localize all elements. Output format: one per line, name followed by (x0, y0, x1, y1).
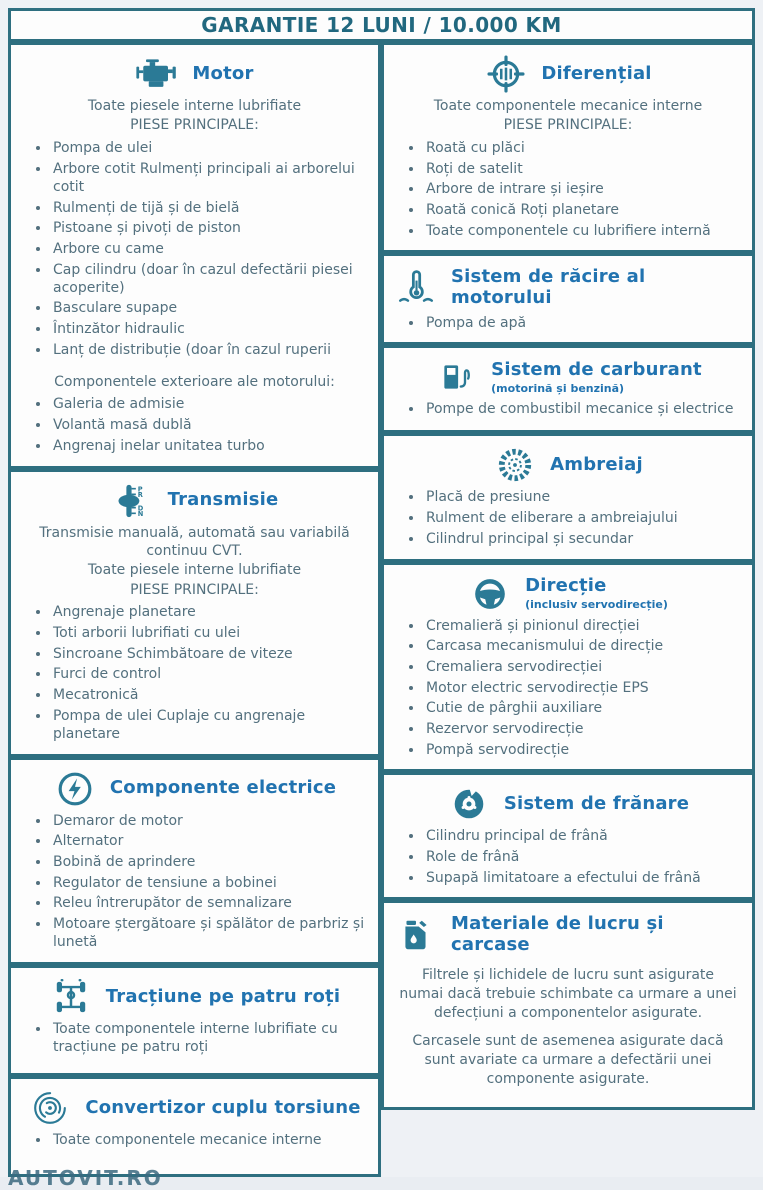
lightning-icon (53, 771, 97, 807)
bullet-item: • Arbore de intrare și ieșire (424, 180, 742, 198)
section-title: Componente electrice (109, 777, 337, 799)
section-titles (525, 576, 668, 611)
section-header (394, 914, 742, 955)
bullet-item: • Pompă servodirecție (424, 741, 742, 759)
drivetrain-icon (49, 979, 93, 1015)
section-header (394, 56, 742, 92)
bullet-item: • Toate componentele interne lubrifiate cu tracțiune pe patru roți (51, 1020, 368, 1056)
bullet-item: • Lanț de distribuție (doar în cazul ruperii (51, 341, 368, 359)
section-franare (381, 772, 755, 900)
section-titles (192, 64, 253, 85)
section-titles (550, 455, 643, 476)
bullet-item: • Rulment de eliberare a ambreiajului (424, 509, 742, 527)
text-line: Filtrele și lichidele de lucru sunt asigurate numai dacă trebuie schimbate ca urmare a unei defecțiuni a componentelor asigurate. (399, 966, 737, 1021)
bullet-item: • Roți de satelit (424, 160, 742, 178)
bullet-item: • Cremalieră și pinionul direcției (424, 617, 742, 635)
section-header (21, 1090, 368, 1126)
bullet-list (21, 395, 368, 455)
section-header (21, 483, 368, 519)
bullet-list (394, 827, 742, 887)
gear-shifter-icon (111, 483, 155, 519)
bullet-item: • Toti arborii lubrifiati cu ulei (51, 624, 368, 642)
bullet-list (394, 400, 742, 418)
section-racire (381, 253, 755, 345)
section-titles (541, 64, 651, 85)
brake-disc-icon (447, 786, 491, 822)
section-motor (8, 42, 381, 469)
section-title: Diferențial (541, 62, 652, 84)
bullet-item: • Pompa de ulei (51, 139, 368, 157)
left-column (8, 42, 381, 1177)
section-title: Tracțiune pe patru roți (105, 985, 341, 1007)
bullet-item: • Regulator de tensiune a bobinei (51, 874, 368, 892)
section-header (394, 786, 742, 822)
bullet-item: • Cap cilindru (doar în cazul defectării piesei acoperite) (51, 261, 368, 297)
bullet-item: • Cutie de pârghii auxiliare (424, 699, 742, 717)
bullet-item: • Pompa de apă (424, 314, 742, 332)
section-titles (85, 1098, 360, 1119)
text-line: PIESE PRINCIPALE: (503, 117, 633, 134)
svg-text:P: P (137, 485, 143, 494)
bullet-list (394, 139, 742, 240)
bullet-item: • Carcasa mecanismului de direcție (424, 637, 742, 655)
bullet-item: • Cremaliera servodirecției (424, 658, 742, 676)
bullet-list (21, 1020, 368, 1056)
section-titles (451, 914, 742, 955)
text-line: Carcasele sunt de asemenea asigurate dacă sunt avariate ca urmare a defectării unei componente asigurate. (412, 1033, 724, 1088)
bullet-list (21, 1131, 368, 1149)
bullet-item: • Sincroane Schimbătoare de viteze (51, 645, 368, 663)
bullet-item: • Pompe de combustibil mecanice și electrice (424, 400, 742, 418)
bullet-list (394, 488, 742, 548)
section-carburant (381, 345, 755, 433)
bullet-item: • Role de frână (424, 848, 742, 866)
section-header (21, 979, 368, 1015)
section-ambreiaj (381, 433, 755, 561)
bullet-item: • Bobină de aprindere (51, 853, 368, 871)
section-header (21, 56, 368, 92)
intro-text (21, 524, 368, 600)
section-subtitle: (motorină și benzină) (491, 381, 625, 395)
bullet-item: • Placă de presiune (424, 488, 742, 506)
bullet-item: • Mecatronică (51, 686, 368, 704)
section-titles (491, 360, 702, 395)
section-title: Materiale de lucru și carcase (451, 913, 664, 956)
section-title: Ambreiaj (550, 454, 643, 476)
differential-icon (484, 56, 528, 92)
text-line: PIESE PRINCIPALE: (130, 581, 259, 598)
section-tractiune (8, 965, 381, 1076)
paragraph-group (394, 966, 742, 1089)
fuel-pump-icon (434, 359, 478, 395)
section-transmisie (8, 469, 381, 757)
text-line: Toate componentele mecanice interne (433, 98, 703, 114)
section-titles (110, 778, 336, 799)
section-title: Motor (192, 62, 254, 84)
bullet-item: • Rulmenți de tijă și de bielă (51, 199, 368, 217)
section-title: Direcție (525, 575, 607, 597)
bullet-item: • Angrenaje planetare (51, 603, 368, 621)
bullet-item: • Pistoane și pivoți de piston (51, 219, 368, 237)
section-titles (451, 267, 742, 308)
section-titles (504, 794, 689, 815)
section-convertizor (8, 1076, 381, 1177)
columns-wrapper (8, 42, 755, 1177)
bullet-item: • Întinzător hidraulic (51, 320, 368, 338)
section-header (394, 576, 742, 612)
clutch-disc-icon (493, 447, 537, 483)
page-title: GARANTIE 12 LUNI / 10.000 KM (201, 13, 562, 37)
bullet-item: • Pompa de ulei Cuplaje cu angrenaje planetare (51, 707, 368, 743)
bullet-item: • Arbore cotit Rulmenți principali ai arborelui cotit (51, 160, 368, 196)
bullet-item: • Basculare supape (51, 299, 368, 317)
bullet-item: • Motoare ștergătoare și spălător de parbriz și lunetă (51, 915, 368, 951)
section-header (21, 771, 368, 807)
bullet-item: • Motor electric servodirecție EPS (424, 679, 742, 697)
bullet-item: • Toate componentele cu lubrifiere internă (424, 222, 742, 240)
bullet-item: • Releu întrerupător de semnalizare (51, 894, 368, 912)
section-diferential (381, 42, 755, 253)
bullet-item: • Cilindru principal de frână (424, 827, 742, 845)
page-header (8, 8, 755, 42)
text-line: Toate piesele interne lubrifiate (87, 98, 302, 114)
text-line: Transmisie manuală, automată sau variabilă continuu CVT. (39, 524, 350, 559)
bullet-item: • Toate componentele mecanice interne (51, 1131, 368, 1149)
bullet-item: • Arbore cu came (51, 240, 368, 258)
intro-text (394, 97, 742, 135)
engine-icon (135, 56, 179, 92)
section-directie (381, 562, 755, 773)
bullet-item: • Alternator (51, 832, 368, 850)
bullet-list (21, 139, 368, 359)
bullet-item: • Demaror de motor (51, 812, 368, 830)
bullet-item: • Roată conică Roți planetare (424, 201, 742, 219)
section-title: Sistem de carburant (491, 359, 702, 381)
watermark: AUTOVIT.RO (8, 1166, 163, 1190)
section-componente-electrice (8, 757, 381, 965)
text-line: Componentele exterioare ale motorului: (54, 374, 335, 390)
bullet-item: • Roată cu plăci (424, 139, 742, 157)
section-titles (106, 987, 340, 1008)
section-header (394, 447, 742, 483)
section-title: Sistem de frănare (503, 792, 690, 814)
torque-converter-icon (28, 1090, 72, 1126)
right-column (381, 42, 755, 1110)
section-subtitle: (inclusiv servodirecție) (525, 597, 668, 611)
bullet-item: • Galeria de admisie (51, 395, 368, 413)
thermometer-icon (394, 270, 438, 306)
intro-text (21, 97, 368, 135)
svg-text:N: N (137, 509, 143, 518)
section-titles (168, 490, 279, 511)
bullet-item: • Volantă masă dublă (51, 416, 368, 434)
section-title: Transmisie (167, 489, 279, 511)
intro-text (21, 373, 368, 391)
section-materiale (381, 900, 755, 1110)
bullet-list (21, 812, 368, 952)
bullet-item: • Furci de control (51, 665, 368, 683)
text-line: Toate piesele interne lubrifiate (87, 562, 302, 579)
bullet-item: • Rezervor servodirecție (424, 720, 742, 738)
bullet-list (21, 603, 368, 743)
section-header (394, 359, 742, 395)
text-line: PIESE PRINCIPALE: (130, 117, 259, 134)
section-title: Sistem de răcire al motorului (451, 266, 646, 309)
bullet-item: • Angrenaj inelar unitatea turbo (51, 437, 368, 455)
section-title: Convertizor cuplu torsiune (85, 1096, 361, 1118)
bullet-item: • Supapă limitatoare a efectului de frână (424, 869, 742, 887)
svg-text:R: R (137, 490, 143, 499)
bullet-list (394, 617, 742, 759)
steering-wheel-icon (468, 576, 512, 612)
bullet-list (394, 314, 742, 332)
bullet-item: • Cilindrul principal și secundar (424, 530, 742, 548)
svg-text:D: D (137, 504, 143, 513)
oil-canister-icon (394, 917, 438, 953)
section-header (394, 267, 742, 308)
